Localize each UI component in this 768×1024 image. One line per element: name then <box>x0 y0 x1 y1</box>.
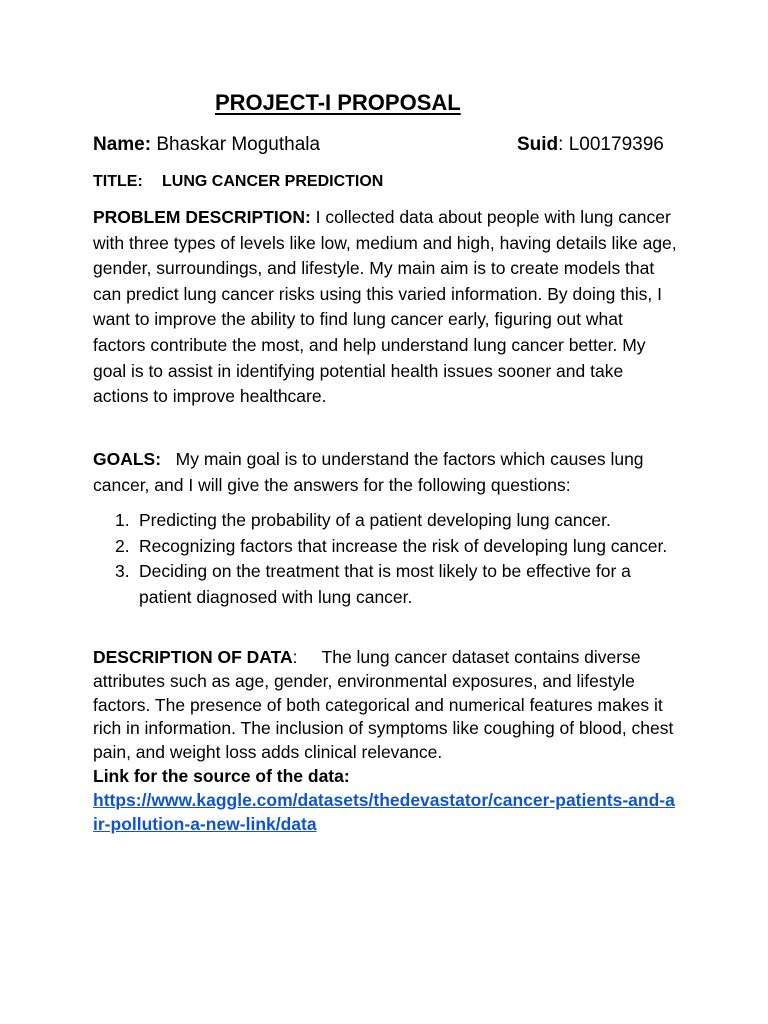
questions-list <box>93 508 678 610</box>
list-item <box>93 534 678 560</box>
data-description <box>93 646 678 836</box>
author-row <box>93 134 678 156</box>
list-item-number: 2. <box>115 535 130 556</box>
list-item-text: Predicting the probability of a patient developing lung cancer. <box>139 510 611 530</box>
project-title-row <box>93 173 383 191</box>
list-item <box>93 559 678 610</box>
suid-value: : L00179396 <box>558 134 664 155</box>
problem-description <box>93 205 678 410</box>
list-item-number: 3. <box>115 561 130 582</box>
name-label: Name: <box>93 134 152 155</box>
source-link[interactable]: https://www.kaggle.com/datasets/thedevastator/cancer-patients-and-air-pollution-a-new-link/data <box>93 789 675 834</box>
suid-label: Suid <box>517 134 559 155</box>
source-label: Link for the source of the data: <box>93 765 350 786</box>
data-label: DESCRIPTION OF DATA <box>93 647 293 667</box>
goals-label: GOALS: <box>93 449 162 469</box>
list-item-text: Recognizing factors that increase the risk of developing lung cancer. <box>139 535 668 556</box>
problem-label: PROBLEM DESCRIPTION: <box>93 207 311 227</box>
title-label: TITLE: <box>93 173 143 190</box>
name-value: Bhaskar Moguthala <box>156 134 321 155</box>
title-value: LUNG CANCER PREDICTION <box>162 173 384 190</box>
list-item-text: Deciding on the treatment that is most likely to be effective for a patient diagnosed with lung cancer. <box>139 561 631 607</box>
problem-text: I collected data about people with lung cancer with three types of levels like low, medium and high, having details like age, gender, surroundings, and lifestyle. My main aim is to create models that can predict lung cancer risks using this varied information. By doing this, I want to improve the ability to find lung cancer early, figuring out what factors contribute the most, and help understand lung cancer better. My goal is to assist in identifying potential health issues sooner and take actions to improve healthcare. <box>93 207 677 407</box>
data-colon: : <box>292 647 298 667</box>
goals-section <box>93 447 678 498</box>
data-text: The lung cancer dataset contains diverse attributes such as age, gender, environmental exposures, and lifestyle factors. The presence of both categorical and numerical features makes it rich in information. The inclusion of symptoms like coughing of blood, chest pain, and weight loss adds clinical relevance. <box>93 647 674 763</box>
suid-field <box>517 134 664 156</box>
list-item-number: 1. <box>115 510 130 530</box>
goals-text: My main goal is to understand the factors which causes lung cancer, and I will give the answers for the following questions: <box>93 449 644 495</box>
page-title: PROJECT-I PROPOSAL <box>215 90 461 115</box>
list-item <box>93 508 678 534</box>
